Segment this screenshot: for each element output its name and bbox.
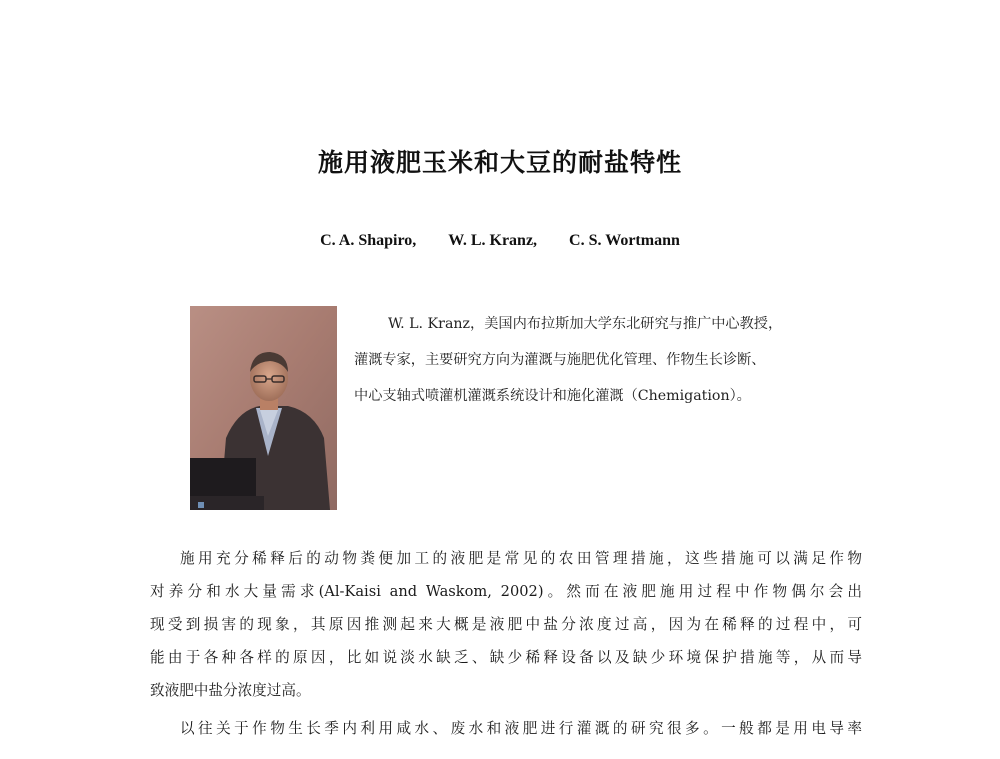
text-line: 以往关于作物生长季内利用咸水、废水和液肥进行灌溉的研究很多。一般都是用电导率 bbox=[180, 720, 862, 737]
author-photo bbox=[190, 306, 337, 510]
text-line: 对养分和水大量需求(Al-Kaisi and Waskom, 2002)。然而在液肥施用过程中作物偶尔会出 bbox=[150, 583, 862, 600]
author-name: C. S. Wortmann bbox=[569, 232, 680, 249]
text-line: 致液肥中盐分浓度过高。 bbox=[150, 682, 311, 699]
author-bio bbox=[354, 306, 864, 414]
paragraph bbox=[150, 712, 862, 745]
author-name: W. L. Kranz, bbox=[448, 232, 538, 249]
paragraph bbox=[150, 542, 862, 707]
bio-line: 中心支轴式喷灌机灌溉系统设计和施化灌溉（Chemigation）。 bbox=[354, 388, 751, 404]
paper-title: 施用液肥玉米和大豆的耐盐特性 bbox=[317, 148, 682, 177]
body-text bbox=[150, 542, 862, 745]
bio-line: W. L. Kranz，美国内布拉斯加大学东北研究与推广中心教授， bbox=[388, 316, 783, 332]
text-line: 能由于各种各样的原因，比如说淡水缺乏、缺少稀释设备以及缺少环境保护措施等，从而导 bbox=[150, 649, 862, 666]
text-line: 现受到损害的现象，其原因推测起来大概是液肥中盐分浓度过高，因为在稀释的过程中，可 bbox=[150, 616, 862, 633]
text-line: 施用充分稀释后的动物粪便加工的液肥是常见的农田管理措施，这些措施可以满足作物 bbox=[180, 550, 862, 567]
bio-line: 灌溉专家，主要研究方向为灌溉与施肥优化管理、作物生长诊断、 bbox=[354, 352, 766, 368]
author-name: C. A. Shapiro, bbox=[320, 232, 417, 249]
author-list bbox=[0, 232, 1000, 250]
